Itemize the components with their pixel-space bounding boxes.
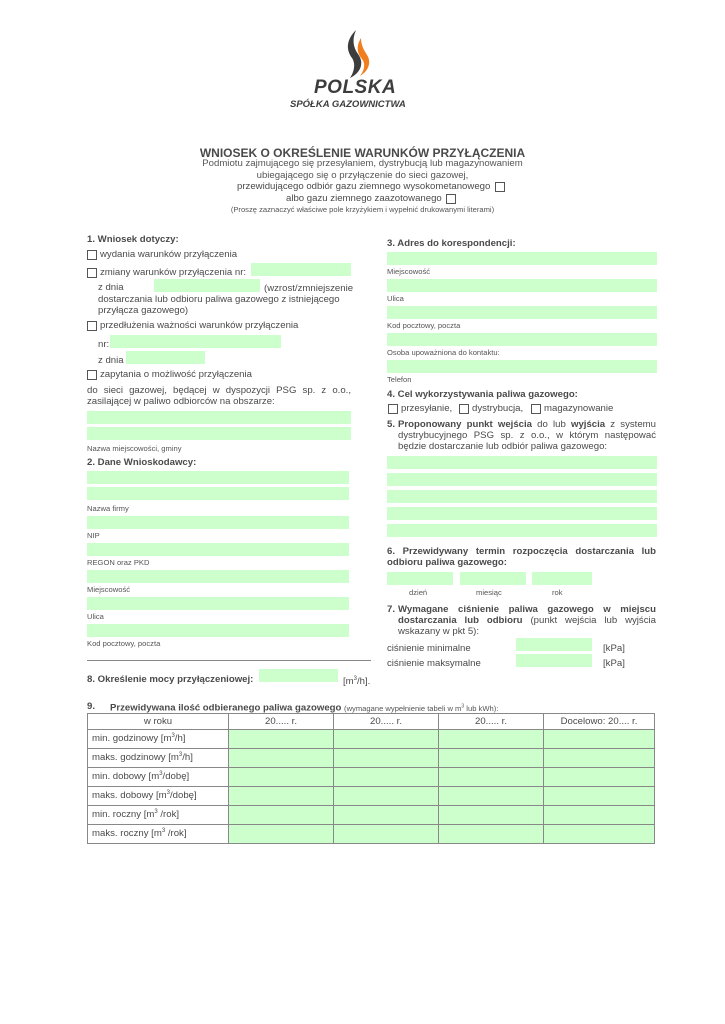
table-cell-input[interactable] [544, 749, 655, 768]
nip-field[interactable] [87, 516, 349, 529]
label-contact-person: Osoba upoważniona do kontaktu: [387, 348, 500, 357]
section-6-title: 6. Przewidywany termin rozpoczęcia dostarczania lub odbioru paliwa gazowego: [387, 546, 656, 568]
change-note-a: (wzrost/zmniejszenie [264, 283, 354, 294]
entry-point-label: Proponowany punkt wejścia [398, 419, 533, 430]
network-description: do sieci gazowej, będącej w dyspozycji PSG sp. z o.o., zasilającej w paliwo odbiorców na obszarze: [87, 385, 351, 407]
area-field-2[interactable] [87, 427, 351, 440]
start-day-field[interactable] [387, 572, 453, 585]
header-line-2: ubiegającego się o przyłączenie do sieci gazowej, [256, 170, 469, 181]
company-name-field-1[interactable] [87, 471, 349, 484]
label-min-pressure: ciśnienie minimalne [387, 643, 471, 654]
instruction-note: (Proszę zaznaczyć właściwe pole krzyżykiem i wypełnić drukowanymi literami) [230, 205, 495, 214]
label-postal-code: Kod pocztowy, poczta [87, 639, 161, 648]
row-label [88, 806, 229, 825]
table-cell-input[interactable] [229, 825, 334, 844]
header-line-1: Podmiotu zajmującego się przesyłaniem, dystrybucją lub magazynowaniem [202, 158, 523, 169]
table-cell-input[interactable] [439, 787, 544, 806]
table-cell-input[interactable] [439, 749, 544, 768]
section-7-number: 7. [387, 604, 396, 615]
section-9-title-text: Przewidywana ilość odbieranego paliwa gazowego [110, 702, 342, 714]
row-label [88, 730, 229, 749]
option-issue-conditions: wydania warunków przyłączenia [100, 249, 238, 260]
option-change-conditions: zmiany warunków przyłączenia nr: [100, 267, 247, 278]
label-corr-postal: Kod pocztowy, poczta [387, 321, 461, 330]
section-3-title: 3. Adres do korespondencji: [387, 238, 516, 249]
label-nip: NIP [87, 531, 100, 540]
city-field[interactable] [87, 570, 349, 583]
table-cell-input[interactable] [229, 749, 334, 768]
header-col-1: 20..... r. [229, 714, 334, 730]
table-header-row [88, 714, 655, 730]
label-z-dnia: z dnia [98, 282, 124, 293]
label-street: Ulica [87, 612, 104, 621]
section-9-title [110, 701, 498, 714]
divider [87, 660, 371, 661]
header-line-4: albo gazu ziemnego zaazotowanego [286, 193, 442, 204]
table-cell-input[interactable] [334, 749, 439, 768]
entry-point-field-4[interactable] [387, 507, 657, 520]
row-label [88, 749, 229, 768]
table-cell-input[interactable] [439, 730, 544, 749]
label-city: Miejscowość [87, 585, 131, 594]
table-cell-input[interactable] [334, 787, 439, 806]
unit-kpa-min: [kPa] [603, 643, 625, 654]
section-8-title: 8. Określenie mocy przyłączeniowej: [87, 674, 254, 685]
row-label-post: /rok] [157, 809, 180, 821]
checkbox-high-methane[interactable] [495, 182, 505, 192]
header-year: w roku [88, 714, 229, 730]
table-row [88, 749, 655, 768]
street-field[interactable] [87, 597, 349, 610]
table-cell-input[interactable] [544, 730, 655, 749]
row-label [88, 825, 229, 844]
label-phone: Telefon [387, 375, 412, 384]
row-label-pre: min. dobowy [m [92, 771, 160, 783]
section-1-title: 1. Wniosek dotyczy: [87, 234, 179, 245]
row-label-sup: 3 [166, 790, 170, 797]
checkbox-storage[interactable] [531, 404, 541, 414]
area-field-1[interactable] [87, 411, 351, 424]
section-9-number: 9. [87, 701, 96, 712]
phone-field[interactable] [387, 360, 657, 373]
table-cell-input[interactable] [544, 768, 655, 787]
checkbox-extend-validity[interactable] [87, 321, 97, 331]
table-row [88, 787, 655, 806]
option-transmission: przesyłanie, [401, 403, 453, 414]
min-pressure-field[interactable] [516, 638, 592, 651]
entry-point-field-3[interactable] [387, 490, 657, 503]
flame-logo-icon [342, 28, 372, 80]
unit-sup: 3 [353, 676, 358, 682]
checkbox-distribution[interactable] [459, 404, 469, 414]
row-label-post: /h] [174, 733, 186, 745]
table-cell-input[interactable] [544, 825, 655, 844]
checkbox-transmission[interactable] [388, 404, 398, 414]
s5-t2: z systemu dystrybucyjnego PSG sp. z o.o., w którym następować będzie dostarczanie lub odbiór paliwa gazowego: [398, 419, 656, 452]
row-label-sup: 3 [159, 771, 163, 778]
change-note-c: przyłącza gazowego) [98, 305, 189, 316]
row-label-sup: 3 [171, 733, 175, 740]
capacity-field[interactable] [259, 669, 338, 682]
consumption-table [87, 713, 655, 844]
header-col-3: 20..... r. [439, 714, 544, 730]
label-max-pressure: ciśnienie maksymalne [387, 658, 481, 669]
label-year: rok [552, 588, 563, 597]
row-label-post: /dobę] [162, 771, 190, 783]
option-inquiry: zapytania o możliwość przyłączenia [100, 369, 252, 380]
pressure-note: (punkt wejścia lub wyjścia wskazany w pkt 5): [398, 615, 656, 637]
row-label [88, 787, 229, 806]
unit-pre: [m [343, 676, 354, 688]
table-cell-input[interactable] [544, 787, 655, 806]
section-4-title: 4. Cel wykorzystywania paliwa gazowego: [387, 389, 578, 400]
extend-date-field[interactable] [126, 351, 205, 364]
extend-number-field[interactable] [110, 335, 281, 348]
corr-city-field[interactable] [387, 252, 657, 265]
entry-point-field-2[interactable] [387, 473, 657, 486]
header-line-3: przewidującego odbiór gazu ziemnego wysokometanowego [237, 181, 491, 192]
option-distribution: dystrybucja, [472, 403, 524, 414]
entry-point-field-1[interactable] [387, 456, 657, 469]
option-extend-validity: przedłużenia ważności warunków przyłączenia [100, 320, 299, 331]
table-cell-input[interactable] [334, 825, 439, 844]
corr-postal-field[interactable] [387, 306, 657, 319]
max-pressure-field[interactable] [516, 654, 592, 667]
table-cell-input[interactable] [229, 730, 334, 749]
row-label-pre: maks. godzinowy [m [92, 752, 179, 764]
label-day: dzień [409, 588, 428, 597]
table-cell-input[interactable] [439, 825, 544, 844]
start-month-field[interactable] [460, 572, 526, 585]
table-row [88, 730, 655, 749]
label-z-dnia-2: z dnia [98, 355, 124, 366]
table-cell-input[interactable] [544, 806, 655, 825]
note-post: lub kWh): [464, 703, 499, 713]
row-label-pre: min. godzinowy [m [92, 733, 172, 745]
table-cell-input[interactable] [229, 806, 334, 825]
company-logo [280, 28, 430, 110]
logo-subtitle: SPÓŁKA GAZOWNICTWA [290, 99, 406, 110]
label-company-name: Nazwa firmy [87, 504, 129, 513]
label-month: miesiąc [476, 588, 502, 597]
change-note-b: dostarczania lub odbioru paliwa gazowego z istniejącego [98, 294, 340, 305]
note-sup: 3 [461, 703, 465, 709]
section-7-text [398, 604, 656, 637]
regon-field[interactable] [87, 543, 349, 556]
pressure-title: Wymagane ciśnienie paliwa gazowego w miejscu dostarczania lub odbioru [398, 604, 656, 626]
postal-code-field[interactable] [87, 624, 349, 637]
table-row [88, 825, 655, 844]
area-label: Nazwa miejscowości, gminy [87, 444, 182, 453]
table-row [88, 806, 655, 825]
table-row [88, 768, 655, 787]
exit-point-label: wyjścia [571, 419, 606, 430]
change-number-field[interactable] [251, 263, 351, 276]
row-label-sup: 3 [154, 809, 158, 816]
checkbox-issue-conditions[interactable] [87, 250, 97, 260]
row-label-pre: maks. roczny [m [92, 828, 162, 840]
row-label-post: /h] [182, 752, 193, 764]
corr-street-field[interactable] [387, 279, 657, 292]
header-target: Docelowo: 20.... r. [544, 714, 655, 730]
label-regon: REGON oraz PKD [87, 558, 150, 567]
checkbox-nitrogen-gas[interactable] [446, 194, 456, 204]
section-5-number: 5. [387, 419, 396, 430]
row-label-post: /rok] [165, 828, 187, 840]
option-storage: magazynowanie [544, 403, 614, 414]
row-label-pre: min. roczny [m [92, 809, 155, 821]
unit-post: /h]. [357, 676, 371, 688]
row-label-pre: maks. dobowy [m [92, 790, 167, 802]
label-corr-street: Ulica [387, 294, 404, 303]
note-pre: (wymagane wypełnienie tabeli w m [344, 703, 462, 713]
change-date-field[interactable] [154, 279, 260, 292]
table-cell-input[interactable] [334, 768, 439, 787]
contact-person-field[interactable] [387, 333, 657, 346]
form-title: WNIOSEK O OKREŚLENIE WARUNKÓW PRZYŁĄCZENIA [199, 146, 526, 160]
start-year-field[interactable] [532, 572, 592, 585]
row-label-post: /dobę] [170, 790, 197, 802]
table-cell-input[interactable] [439, 768, 544, 787]
row-label-sup: 3 [161, 828, 166, 835]
table-cell-input[interactable] [229, 787, 334, 806]
section-5-text [398, 419, 656, 452]
label-nr: nr: [98, 339, 110, 350]
section-2-title: 2. Dane Wnioskodawcy: [87, 457, 197, 468]
header-col-2: 20..... r. [334, 714, 439, 730]
table-cell-input[interactable] [229, 768, 334, 787]
company-name-field-2[interactable] [87, 487, 349, 500]
section-9-note [344, 704, 498, 713]
table-cell-input[interactable] [439, 806, 544, 825]
unit-kpa-max: [kPa] [603, 658, 625, 669]
table-cell-input[interactable] [334, 806, 439, 825]
row-label-sup: 3 [178, 752, 183, 759]
s5-t1: do lub [532, 419, 571, 430]
checkbox-change-conditions[interactable] [87, 268, 97, 278]
checkbox-inquiry[interactable] [87, 370, 97, 380]
capacity-unit [343, 674, 370, 687]
logo-name: POLSKA [314, 77, 397, 98]
row-label [88, 768, 229, 787]
entry-point-field-5[interactable] [387, 524, 657, 537]
label-corr-city: Miejscowość [387, 267, 431, 276]
table-cell-input[interactable] [334, 730, 439, 749]
